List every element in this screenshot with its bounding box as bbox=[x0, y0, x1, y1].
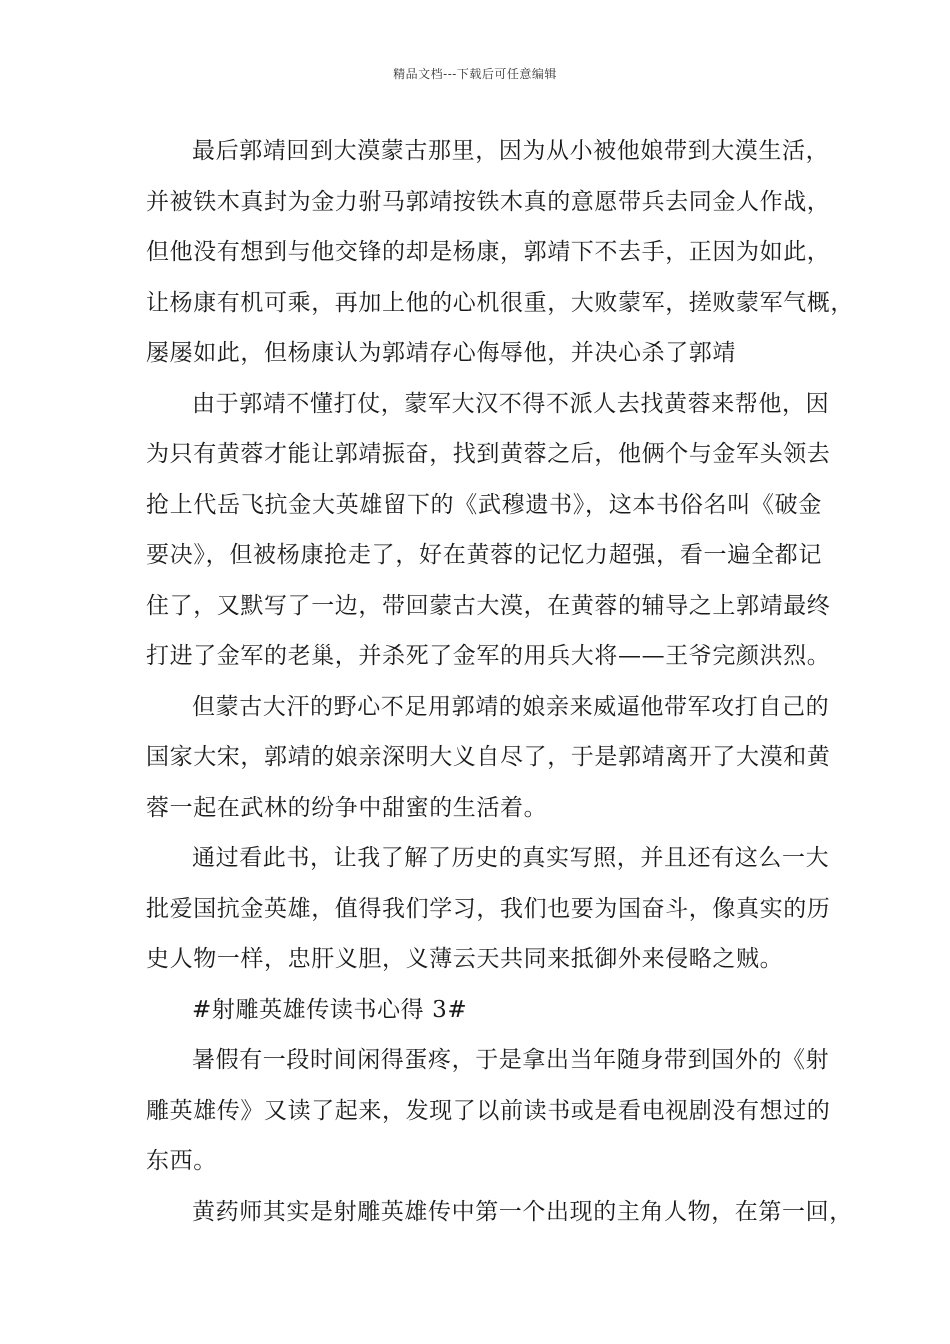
document-body bbox=[146, 131, 854, 1242]
text-line: 但他没有想到与他交锋的却是杨康，郭靖下不去手，正因为如此， bbox=[146, 239, 831, 265]
text-line: 让杨康有机可乘，再加上他的心机很重，大败蒙军，搓败蒙军气概， bbox=[146, 289, 854, 316]
text-line: 打进了金军的老巢，并杀死了金军的用兵大将——王爷完颜洪烈。 bbox=[146, 643, 831, 669]
text-line: 国家大宋，郭靖的娘亲深明大义自尽了，于是郭靖离开了大漠和黄 bbox=[146, 744, 831, 770]
text-line: 黄药师其实是射雕英雄传中第一个出现的主角人物，在第一回， bbox=[192, 1198, 853, 1225]
text-line: 并被铁木真封为金力驸马郭靖按铁木真的意愿带兵去同金人作战， bbox=[146, 188, 831, 215]
text-line: 东西。 bbox=[146, 1148, 217, 1174]
text-line: #射雕英雄传读书心得 3# bbox=[192, 996, 468, 1023]
text-line: 抢上代岳飞抗金大英雄留下的《武穆遗书》，这本书俗名叫《破金 bbox=[146, 491, 822, 518]
text-line: 暑假有一段时间闲得蛋疼，于是拿出当年随身带到国外的《射 bbox=[192, 1047, 830, 1073]
text-line: 蓉一起在武林的纷争中甜蜜的生活着。 bbox=[146, 794, 548, 821]
text-line: 但蒙古大汗的野心不足用郭靖的娘亲来威逼他带军攻打自己的 bbox=[192, 693, 830, 720]
text-line: 通过看此书，让我了解了历史的真实写照，并且还有这么一大 bbox=[192, 845, 830, 871]
text-line: 要决》，但被杨康抢走了，好在黄蓉的记忆力超强，看一遍全都记 bbox=[146, 542, 822, 568]
text-line: 最后郭靖回到大漠蒙古那里，因为从小被他娘带到大漠生活， bbox=[192, 138, 830, 164]
text-line: 屡屡如此，但杨康认为郭靖存心侮辱他，并决心杀了郭靖 bbox=[146, 340, 736, 366]
text-line: 住了，又默写了一边，带回蒙古大漠，在黄蓉的辅导之上郭靖最终 bbox=[146, 592, 831, 619]
text-line: 史人物一样，忠肝义胆，义薄云天共同来抵御外来侵略之贼。 bbox=[146, 946, 784, 972]
text-line: 由于郭靖不懂打仗，蒙军大汉不得不派人去找黄蓉来帮他，因 bbox=[192, 390, 830, 417]
text-line: 雕英雄传》又读了起来，发现了以前读书或是看电视剧没有想过的 bbox=[146, 1097, 831, 1124]
text-line: 批爱国抗金英雄，值得我们学习，我们也要为国奋斗，像真实的历 bbox=[146, 895, 831, 922]
page-header: 精品文档---下载后可任意编辑 bbox=[393, 67, 557, 81]
text-line: 为只有黄蓉才能让郭靖振奋，找到黄蓉之后，他俩个与金军头领去 bbox=[146, 441, 831, 467]
